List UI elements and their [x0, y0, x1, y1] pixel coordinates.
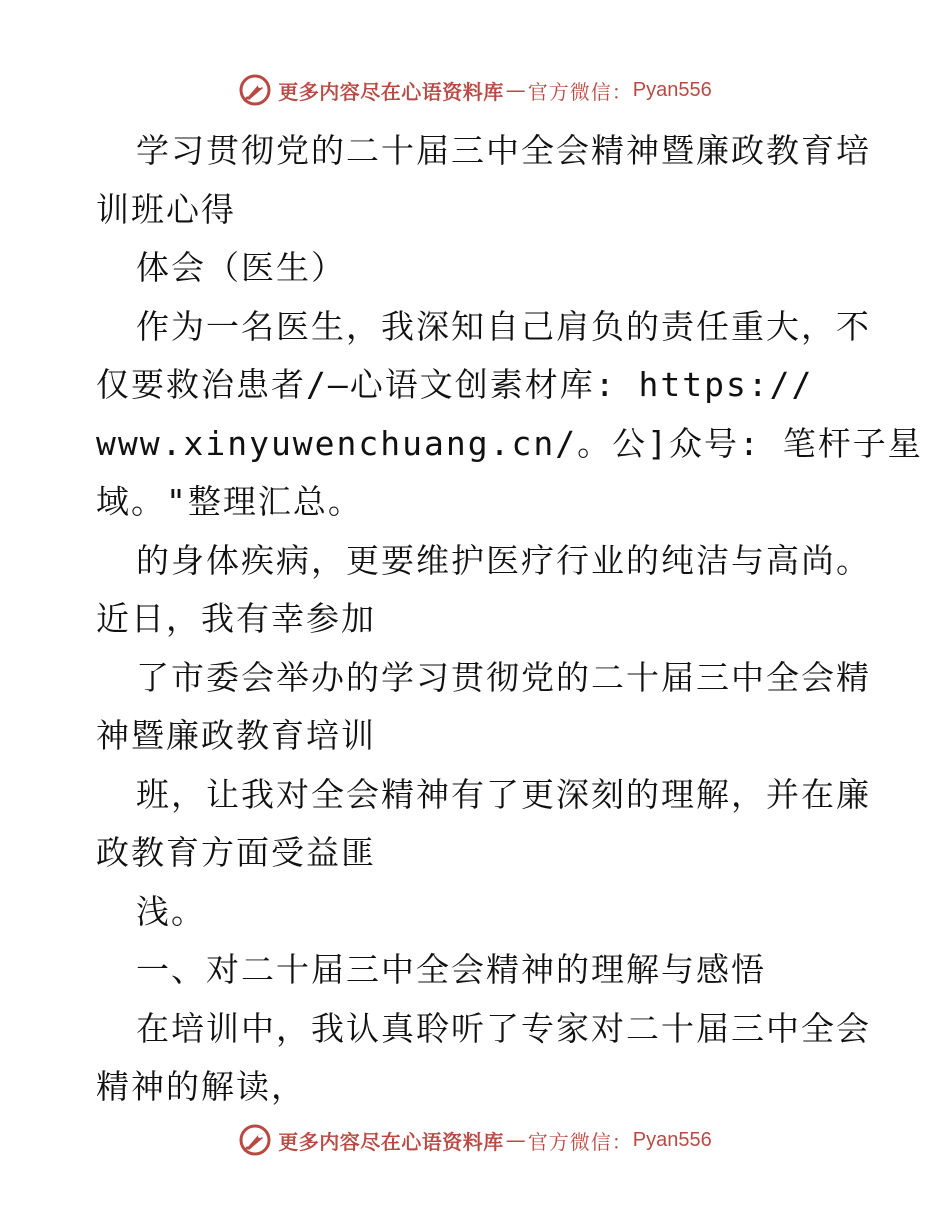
paragraph-line: 域。"整理汇总。: [96, 482, 363, 521]
paragraph-line: 仅要救治患者/—心语文创素材库: https://: [96, 365, 814, 404]
watermark-separator: —: [505, 1128, 526, 1152]
watermark-separator: —: [505, 78, 526, 102]
document-body: [96, 122, 923, 1117]
paragraph-line: 精神的解读，: [96, 1067, 306, 1106]
section-heading: 一、对二十届三中全会精神的理解与感悟: [136, 950, 766, 989]
paragraph-line: 近日，我有幸参加: [96, 599, 376, 638]
pen-nib-logo-icon: [238, 1123, 272, 1157]
pen-nib-logo-icon: [238, 73, 272, 107]
watermark-brand-text: 更多内容尽在心语资料库: [278, 1129, 504, 1154]
paragraph-line: 神暨廉政教育培训: [96, 716, 376, 755]
paragraph-line: 政教育方面受益匪: [96, 833, 376, 872]
paragraph-line: 浅。: [136, 891, 206, 931]
header-watermark: [0, 70, 950, 110]
paragraph-line: 班，让我对全会精神有了更深刻的理解，并在廉: [136, 774, 871, 814]
document-title-line: 学习贯彻党的二十届三中全会精神暨廉政教育培: [136, 131, 871, 170]
paragraph-line: 作为一名医生，我深知自己肩负的责任重大，不: [136, 306, 871, 346]
paragraph-line: 了市委会举办的学习贯彻党的二十届三中全会精: [136, 657, 871, 697]
paragraph-line: 在培训中，我认真聆听了专家对二十届三中全会: [136, 1008, 871, 1048]
watermark-wechat-id: Pyan556: [632, 1128, 712, 1151]
paragraph-line: www.xinyuwenchuang.cn/。公]众号: 笔杆子星: [96, 423, 923, 463]
paragraph-line: 的身体疾病，更要维护医疗行业的纯洁与高尚。: [136, 540, 871, 580]
watermark-wechat-id: Pyan556: [632, 78, 712, 101]
document-title-line: 训班心得: [96, 189, 236, 229]
watermark-official-label: 官方微信：: [527, 79, 633, 104]
footer-watermark: [0, 1120, 950, 1160]
watermark-official-label: 官方微信：: [527, 1129, 633, 1154]
watermark-brand-text: 更多内容尽在心语资料库: [278, 79, 504, 104]
document-subtitle-line: 体会（医生）: [136, 248, 346, 287]
